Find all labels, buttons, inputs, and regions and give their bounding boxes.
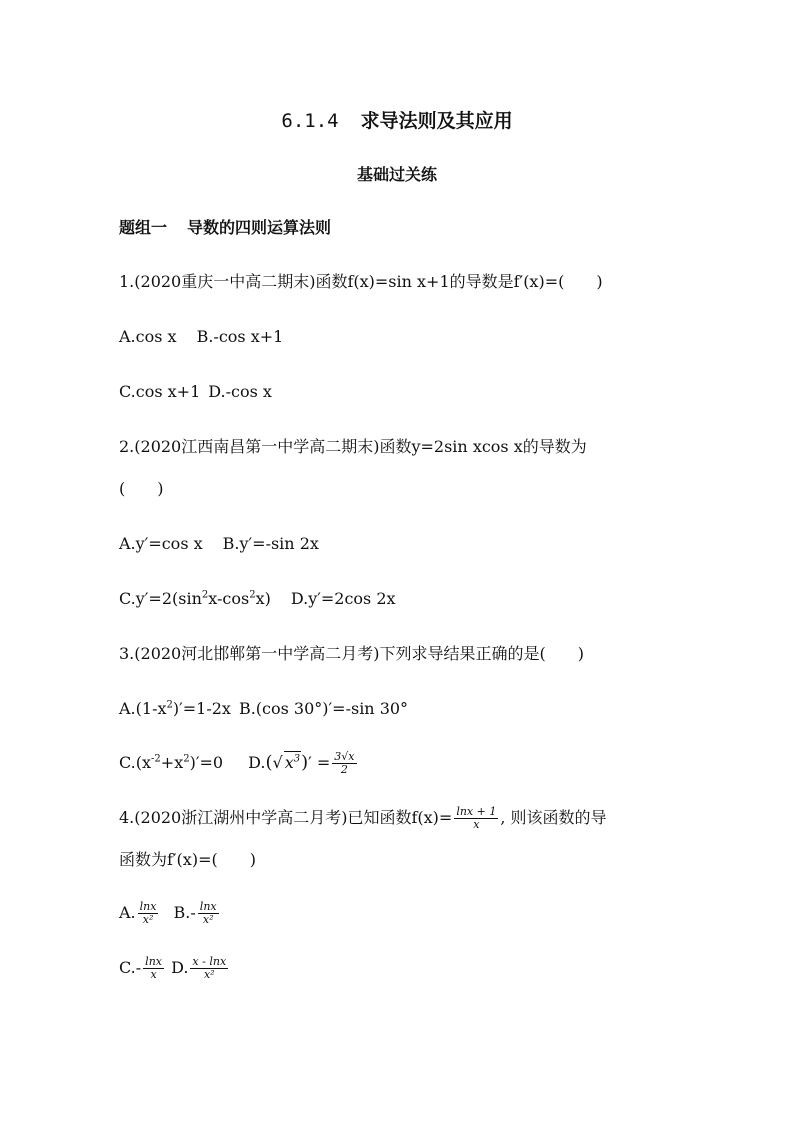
question-4-options-ab (119, 901, 221, 926)
q1-option-d: D.-cos x (208, 382, 272, 401)
q3-option-b: B.(cos 30°)′=-sin 30° (238, 699, 409, 718)
q2-option-b: B.y′=-sin 2x (222, 534, 319, 553)
q4-option-c: C.- $\frac{\ln x}{x}$ (119, 955, 162, 981)
q2-option-a: A.y′=cos x (119, 534, 203, 553)
question-3-options-ab (119, 698, 408, 720)
q3-option-d: D.(√ $x^3)'$ = $\frac{3√x}{2}$ (248, 750, 355, 776)
group-label: 题组一 (119, 218, 168, 237)
q2-option-c: $C.y'=2(\sin^2x-\cos^2x)$ (119, 589, 271, 608)
question-2-options-cd (119, 588, 396, 610)
q2-option-d: D.y′=2cos 2x (290, 589, 396, 608)
q4-option-b: B.- $\frac{\ln x}{\text{x²}}$ (173, 900, 217, 926)
q4-option-a: A. $\frac{\ln x}{\text{x²}}$ (119, 900, 157, 926)
question-4-stem-cont: 函数为f′(x)=( ) (119, 850, 256, 869)
q4-option-d: D. $\frac{x - \ln x}{\text{x²}}$ (171, 955, 227, 981)
question-2-options-ab (119, 533, 319, 555)
question-2-stem-cont: ( ) (119, 479, 164, 498)
question-3-stem: 3.(2020河北邯郸第一中学高二月考)下列求导结果正确的是( ) (119, 644, 584, 663)
q3-option-a: $A.(1-x^2)'=1-2x$ (119, 699, 231, 718)
q3-option-c: $C.(x^{-2}+x^2)'=0$ (119, 753, 224, 772)
question-1-options-cd (119, 381, 272, 403)
q1-option-c: C.cos x+1 (119, 382, 201, 401)
section-number: 6.1.4 (281, 110, 339, 132)
question-1-stem: 1.(2020重庆一中高二期末)函数f(x)=sin x+1的导数是f′(x)=( ) (119, 272, 603, 291)
q4-stem-fraction: $\frac{\ln x + 1}{x}$ (456, 805, 497, 831)
q1-option-a: A.cos x (119, 327, 177, 346)
subtitle: 基础过关练 (356, 165, 437, 184)
q3-d-fraction: $\frac{3√x}{2}$ (334, 750, 355, 776)
question-4-options-cd (119, 956, 230, 981)
question-1-options-ab (119, 326, 283, 348)
question-4-stem: 4.(2020浙江湖州中学高二月考)已知函数f(x)= $\frac{\ln x + 1}{x}$ , 则该函数的导 (119, 805, 607, 831)
section-title-text: 求导法则及其应用 (360, 110, 513, 132)
group-title: 导数的四则运算法则 (187, 218, 332, 237)
group-heading (119, 217, 331, 239)
section-title (0, 106, 794, 133)
question-3-options-cd (119, 751, 359, 776)
q1-option-b: B.-cos x+1 (196, 327, 284, 346)
question-2-stem: 2.(2020江西南昌第一中学高二期末)函数y=2sin xcos x的导数为 (119, 437, 587, 456)
